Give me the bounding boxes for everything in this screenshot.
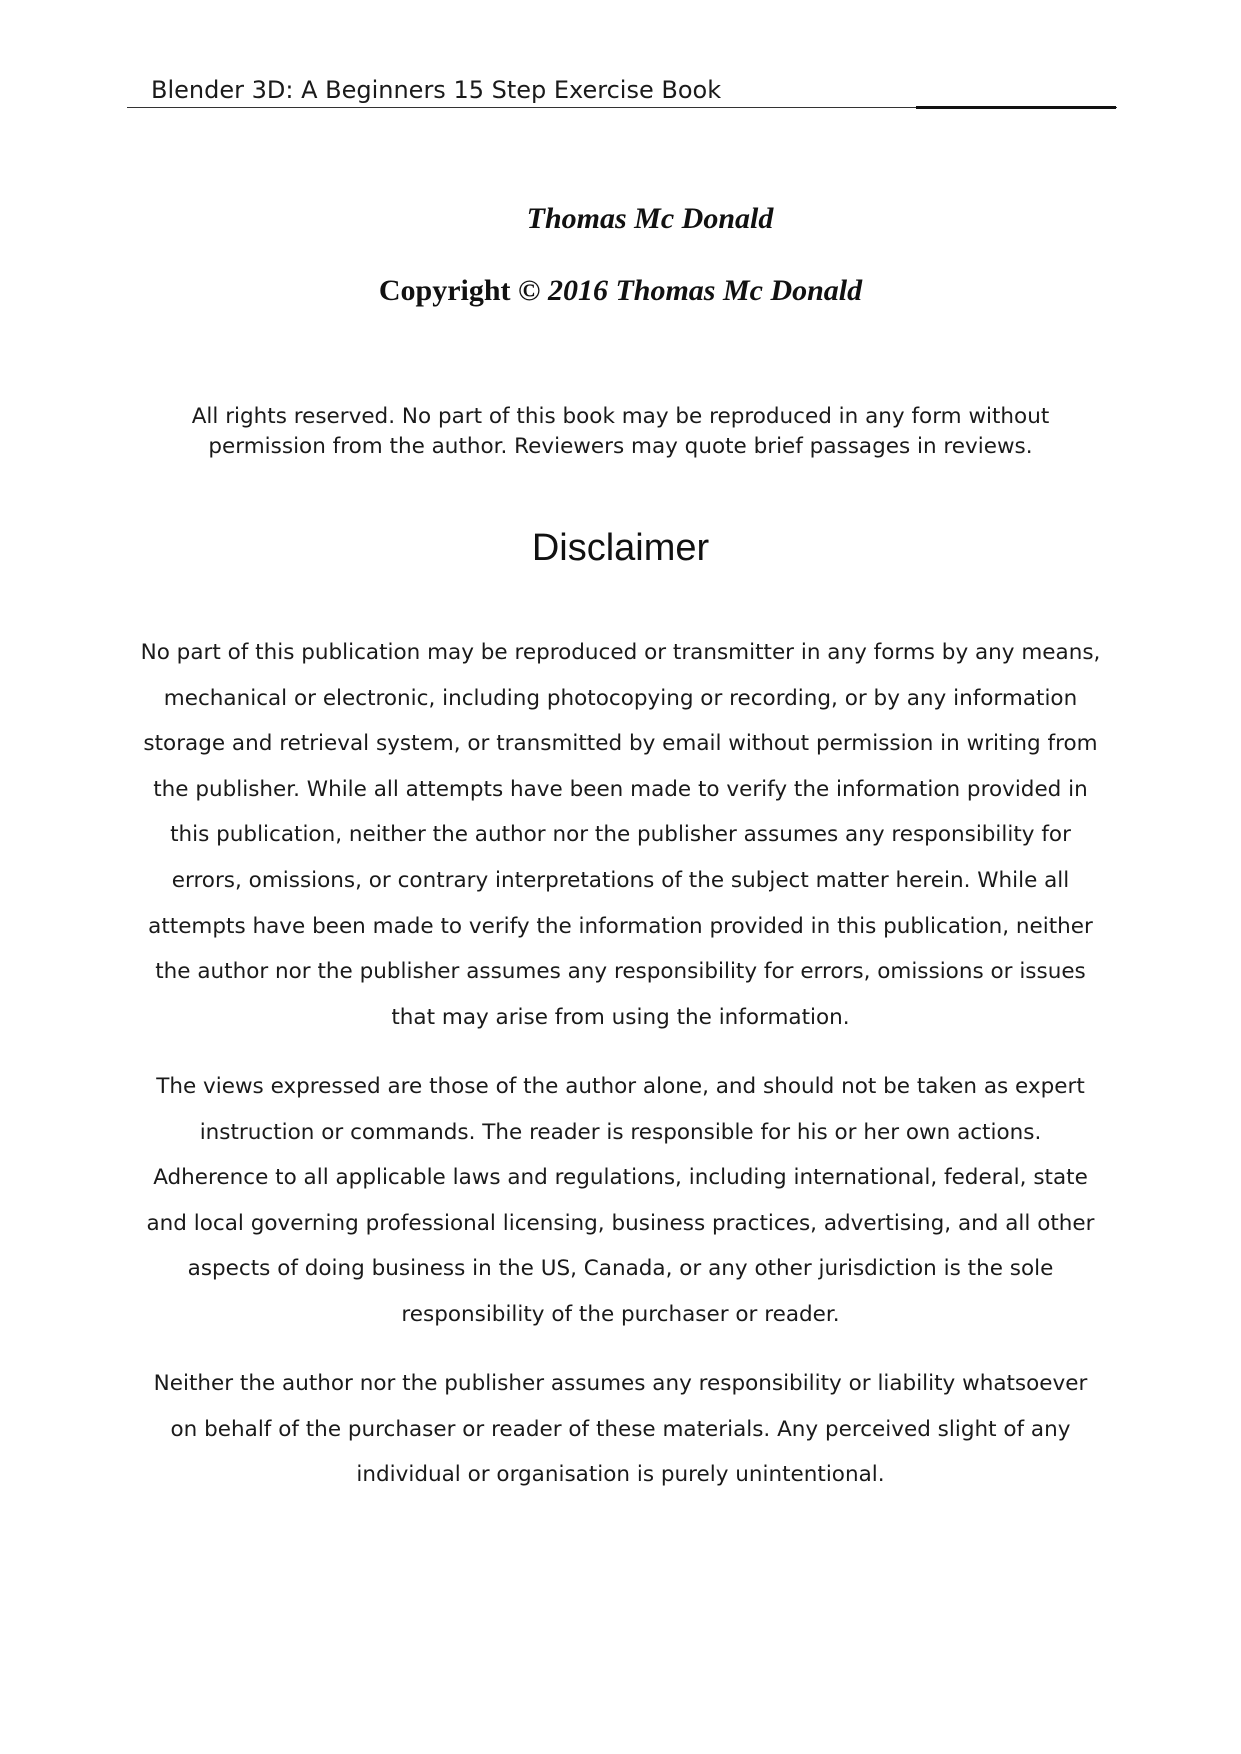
header-title: Blender 3D: A Beginners 15 Step Exercise Book	[151, 76, 722, 104]
author-name: Thomas Mc Donald	[526, 202, 774, 235]
header-rule-accent	[916, 106, 1116, 109]
disclaimer-paragraph: Neither the author nor the publisher assumes any responsibility or liability whatsoever on behalf of the purchaser or reader of these materials. Any perceived slight of any individual or organisation is purely unintentional.	[153, 1371, 1088, 1488]
disclaimer-heading: Disclaimer	[531, 527, 710, 569]
copyright-line	[0, 274, 1241, 308]
running-header	[127, 70, 1117, 108]
disclaimer-paragraph: The views expressed are those of the author alone, and should not be taken as expert instruction or commands. The reader is responsible for his or her own actions. Adherence to all applicable laws and regulations, including international, federal, state and local governing professional licensing, business practices, advertising, and all other aspects of doing business in the US, Canada, or any other jurisdiction is the sole responsibility of the purchaser or reader.	[146, 1074, 1095, 1327]
copyright-label: Copyright ©	[378, 274, 541, 307]
rights-notice: All rights reserved. No part of this book may be reproduced in any form without permission from the author. Reviewers may quote brief passages in reviews.	[191, 404, 1050, 459]
disclaimer-paragraph: No part of this publication may be reproduced or transmitter in any forms by any means, mechanical or electronic, including photocopying or recording, or by any information storage and retrieval system, or transmitted by email without permission in writing from the publisher. While all attempts have been made to verify the information provided in this publication, neither the author nor the publisher assumes any responsibility for errors, omissions, or contrary interpretations of the subject matter herein. While all attempts have been made to verify the information provided in this publication, neither the author nor the publisher assumes any responsibility for errors, omissions or issues that may arise from using the information.	[140, 640, 1101, 1030]
copyright-holder: 2016 Thomas Mc Donald	[547, 274, 863, 307]
